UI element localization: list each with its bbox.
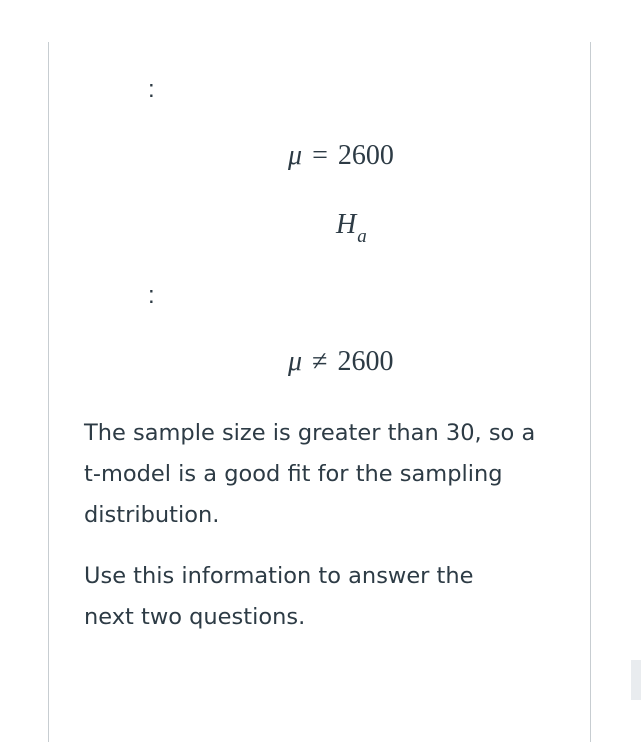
sample-size-paragraph <box>84 413 564 536</box>
paragraph-line: t-model is a good fit for the sampling <box>84 461 503 487</box>
paragraph-line: The sample size is greater than 30, so a <box>84 420 536 446</box>
paragraph-line: distribution. <box>84 502 220 528</box>
alternative-hypothesis-symbol: H <box>336 209 357 240</box>
alternative-hypothesis-variable: μ <box>288 346 303 377</box>
alternative-hypothesis-label-colon: : <box>148 282 155 309</box>
alternative-hypothesis-equation <box>288 346 393 378</box>
paragraph-line: next two questions. <box>84 604 306 630</box>
scrollbar-track[interactable] <box>631 660 641 700</box>
alternative-hypothesis-operator: ≠ <box>312 346 328 377</box>
instruction-paragraph <box>84 556 564 638</box>
null-hypothesis-value: 2600 <box>337 140 394 171</box>
alternative-hypothesis-value: 2600 <box>337 346 394 377</box>
null-hypothesis-variable: μ <box>288 140 303 171</box>
paragraph-line: Use this information to answer the <box>84 563 474 589</box>
null-hypothesis-operator: = <box>312 140 328 171</box>
alternative-hypothesis-subscript: a <box>357 226 367 247</box>
alternative-hypothesis-label <box>336 209 367 247</box>
null-hypothesis-equation <box>288 140 394 172</box>
null-hypothesis-label-colon: : <box>148 76 155 103</box>
